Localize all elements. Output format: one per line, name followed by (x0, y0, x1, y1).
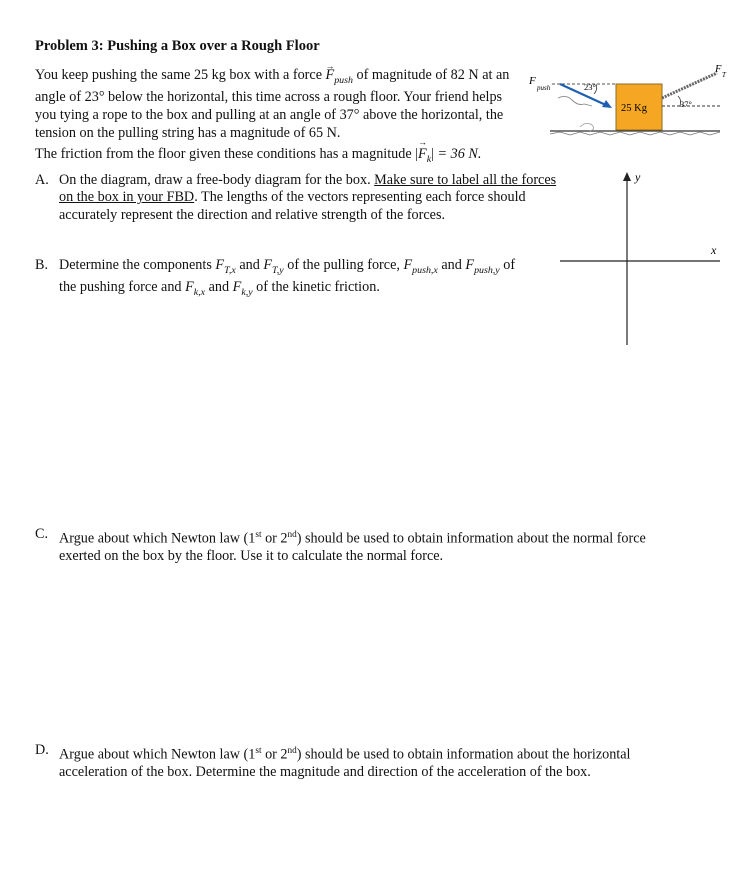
question-b: B. Determine the components $F_{T,x}$ and $F_{T,y}$ of the pulling force, $F_{push,x}$ and $F_{push,y}$ of the pushing force and $F_{k,x}$ and $F_{k,y}$ of the kinetic friction. (35, 257, 516, 299)
hand-sketch (558, 96, 592, 106)
fpush-diagram-label: F (529, 75, 536, 87)
y-axis-label: y (635, 170, 641, 184)
problem-title: Problem 3: Pushing a Box over a Rough Floor (35, 38, 320, 54)
x-axis-label: x (711, 243, 717, 257)
angle-push-label: 23° (584, 82, 596, 92)
y-arrowhead (623, 172, 631, 181)
box-mass-label: 25 Kg (621, 103, 647, 114)
angle-rope-label: 37° (680, 99, 692, 109)
question-a: A. On the diagram, draw a free-body diagram for the box. Make sure to label all the forces on the box in your FBD. The lengths of the vectors representing each force should accurately represent the direction and relative strength of the forces. (35, 172, 557, 223)
coordinate-axes (560, 165, 730, 350)
ft-diagram-label: F (715, 64, 722, 75)
svg-text:push: push (537, 84, 551, 92)
question-c: C. Argue about which Newton law (1st or 2nd) should be used to obtain information about the normal force exerted on the box by the floor. Use it to calculate the normal force. (35, 526, 646, 565)
box-diagram (520, 60, 730, 145)
friction-statement: The friction from the floor given these conditions has a magnitude |→ $F_k| = 36$ N. (35, 146, 481, 165)
question-d: D. Argue about which Newton law (1st or 2nd) should be used to obtain information about the horizontal acceleration of the box. Determine the magnitude and direction of the acceleration of the box. (35, 742, 631, 781)
fpush-symbol: → $F_{push}$ (326, 67, 353, 89)
rope (662, 73, 717, 98)
svg-text:T: T (722, 71, 726, 79)
problem-statement: You keep pushing the same 25 kg box with a force → $F_{push}$ of magnitude of 82 N at an angle of 23° below the horizontal, this time across a rough floor. Your friend helps you tying a rope to the box and pulling at an angle of 37° above the horizontal, the tension on the pulling string has a magnitude of 65 N. (35, 67, 520, 142)
